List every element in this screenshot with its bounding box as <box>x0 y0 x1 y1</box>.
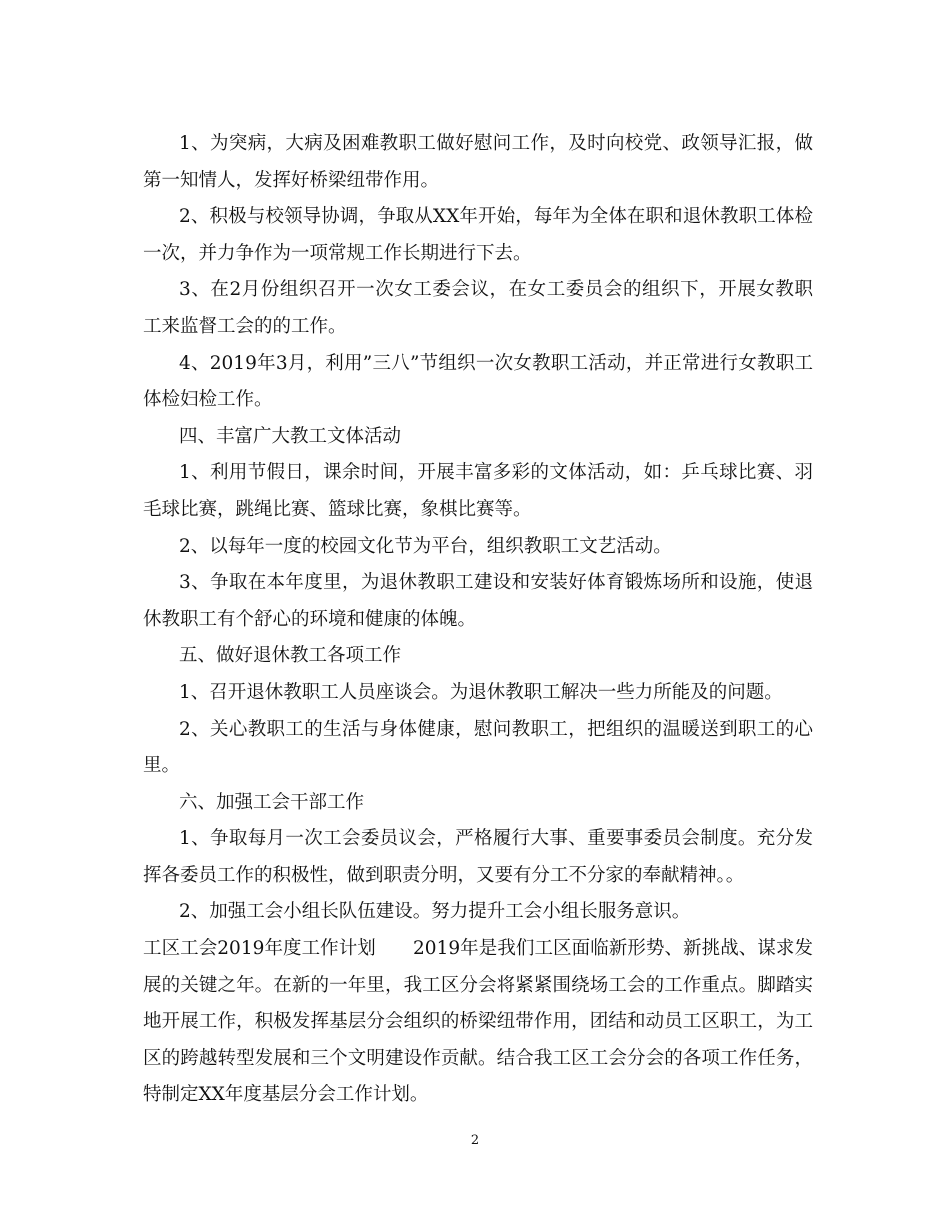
section-heading: 四、丰富广大教工文体活动 <box>179 425 402 447</box>
paragraph: 3、在2月份组织召开一次女工委会议，在女工委员会的组织下，开展女教职工来监督工会的的工作。 <box>143 279 813 337</box>
paragraph: 1、利用节假日，课余时间，开展丰富多彩的文体活动，如：乒乓球比赛、羽毛球比赛，跳绳比赛、篮球比赛，象棋比赛等。 <box>143 462 813 520</box>
paragraph: 2、积极与校领导协调，争取从XX年开始，每年为全体在职和退休教职工体检一次，并力争作为一项常规工作长期进行下去。 <box>143 206 813 264</box>
paragraph: 4、2019年3月，利用”三八”节组织一次女教职工活动，并正常进行女教职工体检妇检工作。 <box>143 352 813 411</box>
paragraph: 2、加强工会小组长队伍建设。努力提升工会小组长服务意识。 <box>179 901 691 923</box>
page-number: 2 <box>470 1133 480 1148</box>
paragraph: 1、召开退休教职工人员座谈会。为退休教职工解决一些力所能及的问题。 <box>179 681 783 703</box>
paragraph: 1、为突病，大病及困难教职工做好慰问工作，及时向校党、政领导汇报，做第一知情人，发挥好桥梁纽带作用。 <box>143 133 813 191</box>
paragraph: 2、关心教职工的生活与身体健康，慰问教职工，把组织的温暖送到职工的心里。 <box>143 718 813 777</box>
document-body <box>143 126 813 1114</box>
section-heading: 五、做好退休教工各项工作 <box>179 645 402 667</box>
paragraph: 2、以每年一度的校园文化节为平台，组织教职工文艺活动。 <box>179 535 672 557</box>
paragraph: 工区工会2019年度工作计划 2019年是我们工区面临新形势、新挑战、谋求发展的关键之年。在新的一年里，我工区分会将紧紧围绕场工会的工作重点。脚踏实地开展工作，积极发挥基层分会组织的桥梁纽带作用，团结和动员工区职工，为工区的跨越转型发展和三个文明建设作贡献。结合我工区工会分会的各项工作任务，特制定XX年度基层分会工作计划。 <box>143 938 813 1106</box>
section-heading: 六、加强工会干部工作 <box>179 791 365 813</box>
paragraph: 1、争取每月一次工会委员议会，严格履行大事、重要事委员会制度。充分发挥各委员工作的积极性，做到职责分明，又要有分工不分家的奉献精神。。 <box>143 828 813 886</box>
paragraph: 3、争取在本年度里，为退休教职工建设和安装好体育锻炼场所和设施，使退休教职工有个舒心的环境和健康的体魄。 <box>143 572 813 630</box>
